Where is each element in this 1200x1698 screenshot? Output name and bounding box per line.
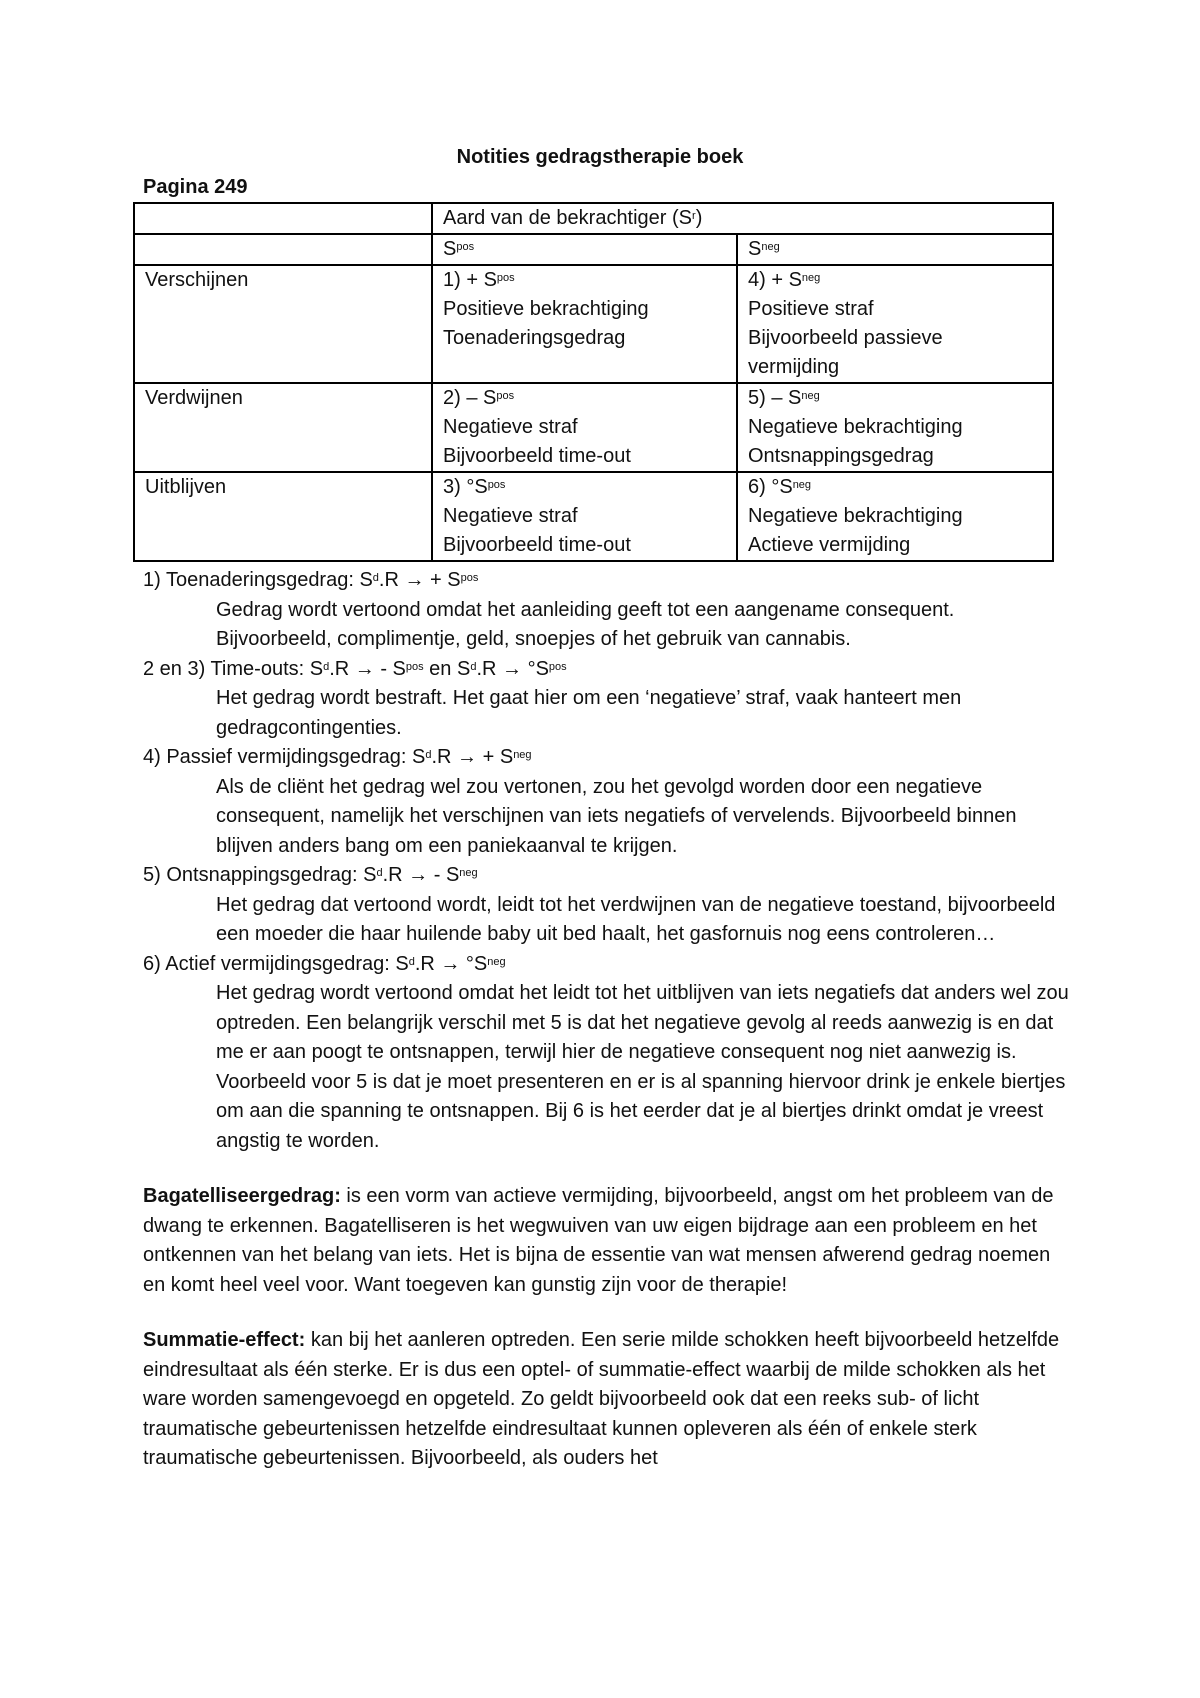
cell-head: 1) + S [443,269,497,291]
note-body: Het gedrag dat vertoond wordt, leidt tot het verdwijnen van de negatieve toestand, bijvoorbeeld een moeder die haar huilende baby uit bed haalt, het gasfornuis nog eens controleren… [216,893,1056,945]
cell-line: Toenaderingsgedrag [443,327,626,349]
paragraph-term: Bagatelliseergedrag: [143,1185,341,1207]
cell-line: Bijvoorbeeld time-out [443,534,631,556]
paragraph-bagatelliseergedrag [143,1182,1073,1300]
cell-line: Bijvoorbeeld passieve [748,327,943,349]
cell-sup: pos [496,390,515,402]
cell-line: Ontsnappingsgedrag [748,445,934,467]
table-row [134,383,1053,472]
note-head-text: .R → + S [378,569,461,591]
note-heading [143,861,1073,891]
note-sup: pos [548,660,567,673]
cell-sup: neg [801,390,820,402]
note-body: Het gedrag wordt bestraft. Het gaat hier om een ‘negatieve’ straf, vaak hanteert men gedragcontingenties. [216,687,962,739]
note-item [143,743,1073,861]
cell-line: Negatieve straf [443,416,578,438]
note-head-text: .R → + S [431,746,514,768]
reinforcement-table [133,202,1054,562]
col-pos-base: S [443,238,457,260]
note-item [143,566,1073,655]
note-head-text: .R → - S [329,657,406,680]
cell-sup: pos [496,272,515,284]
note-sup: pos [405,660,424,673]
header-text-end: ) [695,207,703,229]
note-body: Het gedrag wordt vertoond omdat het leidt tot het uitblijven van iets negatiefs dat anders wel zou optreden. Een belangrijk verschil met 5 is dat het negatieve gevolg al reeds aanwezig is en dat me er aan poogt te ontsnappen, terwijl hier de negatieve consequent nog niet aanwezig is. Voorbeeld voor 5 is dat je moet presenteren en er is al spanning hiervoor drink je enkele biertjes om aan die spanning te ontsnappen. Bij 6 is het eerder dat je al biertjes drinkt omdat je vreest angstig te worden. [216,982,1069,1152]
note-heading [143,743,1073,773]
col-neg-base: S [748,238,762,260]
note-item [143,861,1073,950]
paragraph-text: is een vorm van actieve vermijding, bijvoorbeeld, angst om het probleem van de dwang te erkennen. Bagatelliseren is het wegwuiven van uw eigen bijdrage aan een probleem en het ontkennen van het belang van iets. Het is bijna de essentie van wat mensen afwerend gedrag noemen en komt heel veel voor. Want toegeven kan gunstig zijn voor de therapie! [143,1185,1054,1296]
cell-line: Actieve vermijding [748,534,911,556]
cell-line: vermijding [748,356,840,378]
note-sup: d [372,572,379,584]
cell-line: Bijvoorbeeld time-out [443,445,631,467]
cell-sup: pos [487,479,506,491]
cell-head: 5) – S [748,387,802,409]
cell-head: 4) + S [748,269,802,291]
table-header-main [432,203,1053,234]
note-sup: d [425,749,432,761]
note-head-text: 5) Ontsnappingsgedrag: S [143,864,377,886]
table-corner-cell [134,203,432,234]
note-head-text: .R → - S [382,864,460,886]
cell-neg [737,472,1053,561]
cell-head: 3) °S [443,476,488,498]
col-pos-sup: pos [456,241,475,253]
col-header-neg [737,234,1053,265]
note-head-text: en S [423,657,471,680]
note-head-text: 2 en 3) Time-outs: S [143,657,324,680]
cell-head: 6) °S [748,476,793,498]
note-sup: neg [513,749,532,761]
note-heading [143,566,1073,596]
table-subheader-empty [134,234,432,265]
table-subheader-row [134,234,1053,265]
paragraph-term: Summatie-effect: [143,1329,306,1351]
page-label: Pagina 249 [143,176,248,198]
note-sup: neg [459,867,478,879]
header-sup: r [692,210,696,222]
table-row [134,472,1053,561]
note-heading [143,655,1073,685]
note-item [143,950,1073,1157]
col-neg-sup: neg [761,241,780,253]
cell-line: Positieve bekrachtiging [443,298,649,320]
note-body: Gedrag wordt vertoond omdat het aanleiding geeft tot een aangename consequent. Bijvoorbeeld, complimentje, geld, snoepjes of het gebruik van cannabis. [216,598,955,650]
row-label: Verdwijnen [134,383,432,472]
table-row [134,265,1053,383]
note-sup: d [470,660,477,673]
note-sup: d [376,867,383,879]
cell-pos [432,383,737,472]
cell-pos [432,265,737,383]
paragraph-summatie-effect [143,1326,1073,1474]
note-heading [143,950,1073,980]
note-head-text: 4) Passief vermijdingsgedrag: S [143,746,426,768]
note-body: Als de cliënt het gedrag wel zou vertonen, zou het gevolgd worden door een negatieve consequent, namelijk het verschijnen van iets negatiefs of vervelends. Bijvoorbeeld binnen blijven anders bang om een paniekaanval te krijgen. [216,775,1017,857]
note-item [143,655,1073,744]
note-sup: pos [460,572,479,584]
cell-line: Negatieve bekrachtiging [748,505,963,527]
cell-head: 2) – S [443,387,497,409]
cell-line: Positieve straf [748,298,874,320]
cell-line: Negatieve bekrachtiging [748,416,963,438]
note-head-text: .R → °S [414,952,488,975]
header-text: Aard van de bekrachtiger (S [443,207,693,229]
table-header-row [134,203,1053,234]
notes-section [143,566,1073,1474]
note-sup: d [323,660,330,673]
note-sup: neg [487,955,506,968]
cell-neg [737,265,1053,383]
note-head-text: .R → °S [476,657,549,680]
cell-line: Negatieve straf [443,505,578,527]
note-head-text: 1) Toenaderingsgedrag: S [143,569,373,591]
row-label: Verschijnen [134,265,432,383]
paragraph-text: kan bij het aanleren optreden. Een serie milde schokken heeft bijvoorbeeld hetzelfde eindresultaat als één sterke. Er is dus een optel- of summatie-effect waarbij de milde schokken als het ware worden samengevoegd en opgeteld. Zo geldt bijvoorbeeld ook dat een reeks sub- of licht traumatische gebeurtenissen hetzelfde eindresultaat kunnen opleveren als één of enkele sterk traumatische gebeurtenissen. Bijvoorbeeld, als ouders het [143,1329,1060,1469]
document-title: Notities gedragstherapie boek [456,146,744,168]
cell-pos [432,472,737,561]
cell-sup: neg [801,272,821,284]
note-head-text: 6) Actief vermijdingsgedrag: S [143,952,409,975]
col-header-pos [432,234,737,265]
row-label: Uitblijven [134,472,432,561]
note-sup: d [408,955,415,968]
cell-neg [737,383,1053,472]
cell-sup: neg [792,479,812,491]
